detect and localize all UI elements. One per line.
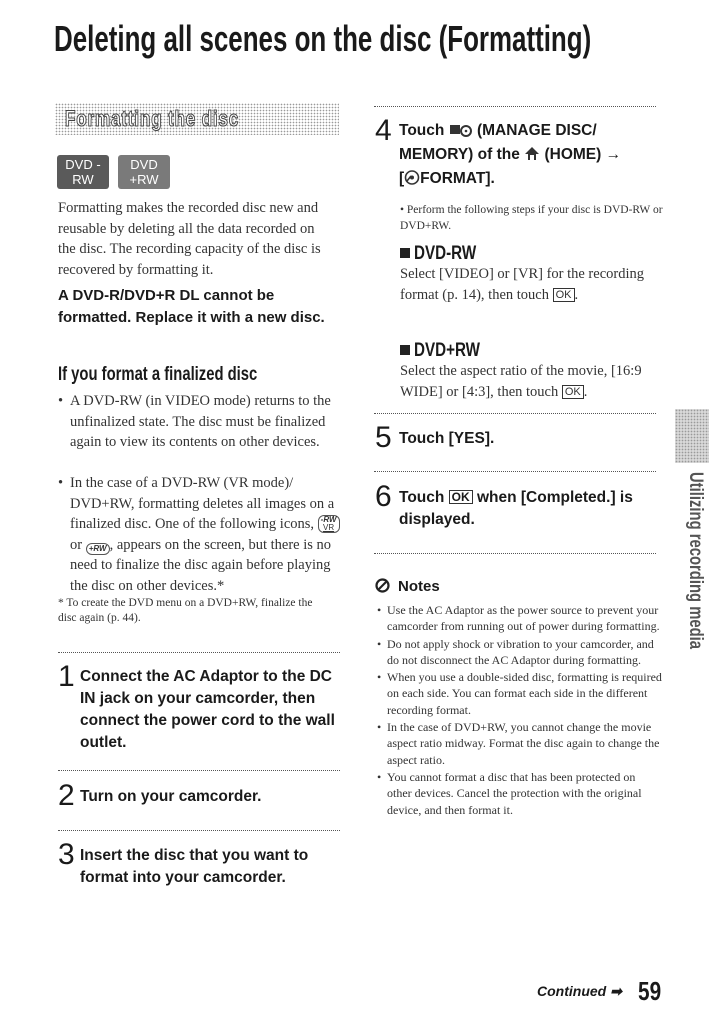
step-2-text: Turn on your camcorder. bbox=[80, 788, 262, 805]
note-item: • Do not apply shock or vibration to your camcorder, and do not disconnect the AC Adaptor during formatting. bbox=[377, 636, 654, 667]
section-banner-label: Formatting the disc bbox=[65, 106, 240, 131]
step-6-number: 6 bbox=[375, 480, 392, 513]
ok-button-icon: OK bbox=[562, 385, 584, 399]
step-6-text: Touch OK when [Completed.] is displayed. bbox=[399, 489, 633, 528]
finalized-bullet-2: • In the case of a DVD-RW (VR mode)/ DVD+RW, formatting deletes all images on a finalized disc. One of the following icons, -RW VR or +RW , appears on the screen, but there is no need to finalize the disc again before playing the disc on other devices.* bbox=[58, 473, 340, 596]
divider bbox=[374, 413, 656, 414]
notes-heading: Notes bbox=[375, 578, 440, 598]
step-1-number: 1 bbox=[58, 660, 75, 693]
format-icon bbox=[404, 170, 420, 192]
note-item: • When you use a double-sided disc, formatting is required on each side. You can format each side in the different recording format. bbox=[377, 670, 662, 717]
ok-button-icon: OK bbox=[449, 490, 473, 504]
finalized-heading: If you format a finalized disc bbox=[58, 364, 258, 385]
divider bbox=[374, 553, 656, 554]
divider bbox=[58, 830, 340, 831]
divider bbox=[374, 471, 656, 472]
dvd-rw-heading: DVD-RW bbox=[400, 243, 492, 265]
step-4-text: Touch (MANAGE DISC/ MEMORY) of the (HOME) → [ FORMAT]. bbox=[399, 120, 674, 192]
section-banner bbox=[55, 103, 339, 135]
notes-list bbox=[377, 602, 662, 818]
footnote: * To create the DVD menu on a DVD+RW, finalize the disc again (p. 44). bbox=[58, 597, 313, 624]
dvd-plus-rw-heading: DVD+RW bbox=[400, 340, 497, 362]
side-tab-label: Utilizing recording media bbox=[685, 472, 706, 650]
dvd-plus-rw-badge: DVD +RW bbox=[118, 155, 170, 189]
step-2-number: 2 bbox=[58, 779, 75, 812]
step-3-number: 3 bbox=[58, 838, 75, 871]
step-5-text: Touch [YES]. bbox=[399, 430, 495, 447]
finalized-bullet-1: • A DVD-RW (in VIDEO mode) returns to the unfinalized state. The disc must be finalized again to view its contents on other devices. bbox=[58, 393, 331, 450]
page-number: 59 bbox=[638, 976, 662, 1006]
home-icon bbox=[524, 146, 540, 168]
manage-disc-icon bbox=[449, 122, 473, 144]
dvd-rw-text: Select [VIDEO] or [VR] for the recording format (p. 14), then touch OK . bbox=[400, 266, 644, 303]
note-item: • You cannot format a disc that has been protected on other devices. Cancel the protection with the original device, and then format it. bbox=[377, 769, 642, 817]
warning-text: A DVD-R/DVD+R DL cannot be formatted. Replace it with a new disc. bbox=[58, 287, 325, 326]
step-1-text: Connect the AC Adaptor to the DC IN jack on your camcorder, then connect the power cord to the wall outlet. bbox=[80, 668, 335, 751]
step-3-text: Insert the disc that you want to format into your camcorder. bbox=[80, 847, 309, 886]
side-tab-marker bbox=[675, 409, 709, 463]
divider bbox=[58, 652, 340, 653]
bullet-square-icon bbox=[400, 248, 410, 258]
note-item: • Use the AC Adaptor as the power source to prevent your camcorder from running out of power during formatting. bbox=[377, 603, 660, 634]
minus-rw-vr-icon: -RW VR bbox=[318, 515, 340, 533]
notes-icon bbox=[375, 578, 390, 598]
continued-label: Continued ➡ bbox=[537, 983, 622, 999]
step-4-number: 4 bbox=[375, 114, 392, 147]
bullet-square-icon bbox=[400, 345, 410, 355]
step-5-number: 5 bbox=[375, 421, 392, 454]
plus-rw-icon: +RW bbox=[86, 543, 110, 555]
intro-paragraph: Formatting makes the recorded disc new and reusable by deleting all the data recorded on the disc. The recording capacity of the disc is recovered by formatting it. bbox=[58, 200, 321, 278]
ok-button-icon: OK bbox=[553, 288, 575, 302]
divider bbox=[374, 106, 656, 107]
note-item: • In the case of DVD+RW, you cannot change the movie aspect ratio midway. Format the disc again to change the aspect ratio. bbox=[377, 720, 660, 767]
divider bbox=[58, 770, 340, 771]
dvd-rw-badge: DVD -RW bbox=[57, 155, 109, 189]
page-title: Deleting all scenes on the disc (Formatting) bbox=[54, 18, 592, 59]
step-4-note: • Perform the following steps if your disc is DVD-RW or DVD+RW. bbox=[400, 204, 663, 232]
dvd-plus-rw-text: Select the aspect ratio of the movie, [16:9 WIDE] or [4:3], then touch OK . bbox=[400, 363, 642, 400]
